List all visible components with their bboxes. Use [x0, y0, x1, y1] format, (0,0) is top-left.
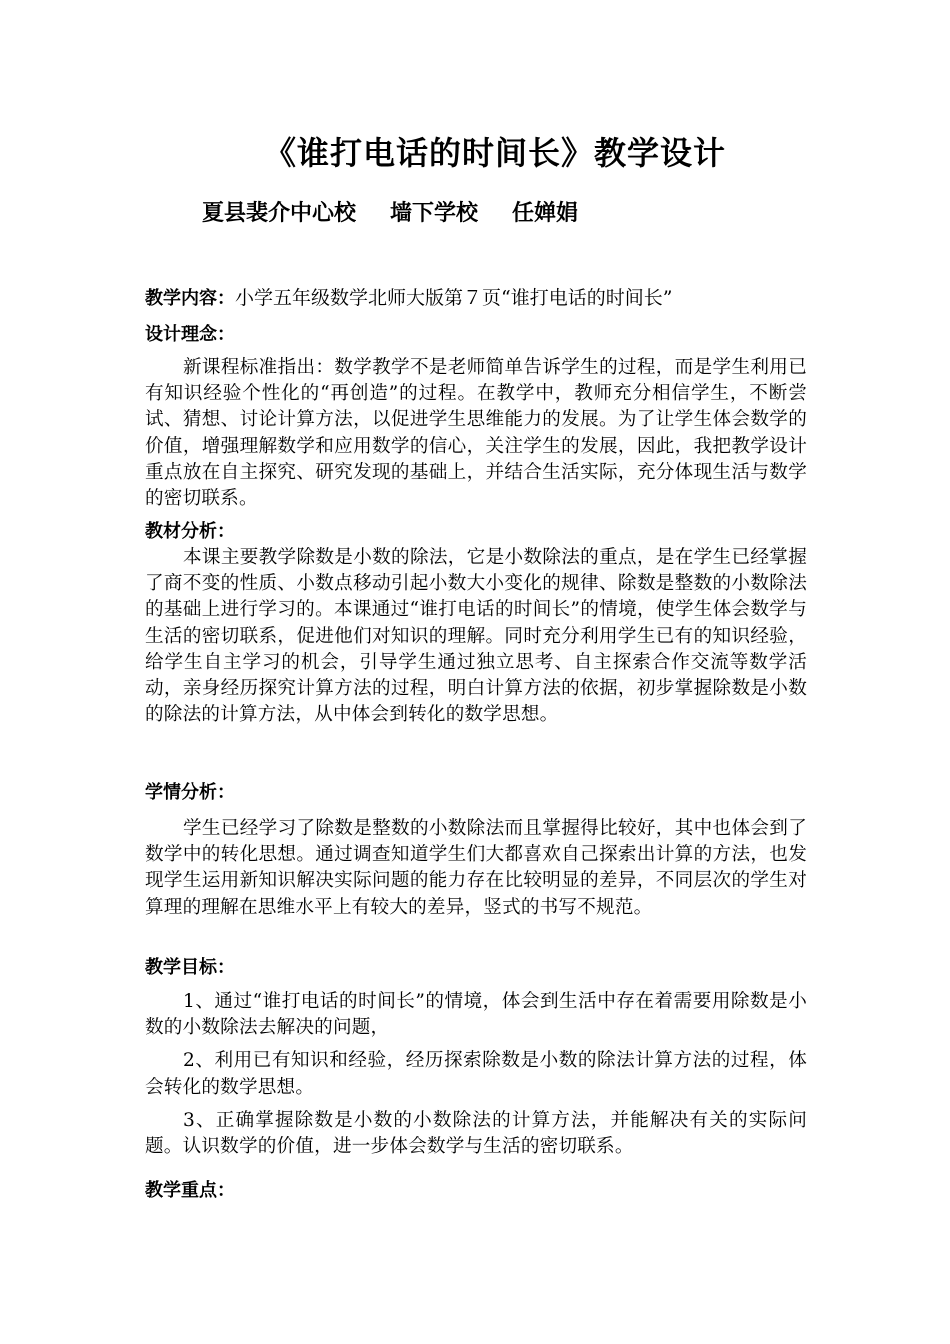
byline — [202, 196, 578, 227]
section-heading-material: 教材分析： — [145, 521, 235, 542]
section-learners-text: 学生已经学习了除数是整数的小数除法而且掌握得比较好，其中也体会到了数学中的转化思想。通过调查知道学生们大都喜欢自己探索出计算的方法，也发现学生运用新知识解决实际问题的能力存在比较明显的差异，不同层次的学生对算理的理解在思维水平上有较大的差异，竖式的书写不规范。 — [145, 818, 807, 918]
section-content-text: 小学五年级数学北师大版第７页“谁打电话的时间长” — [235, 287, 673, 309]
section-learners — [145, 780, 807, 921]
section-heading-goals: 教学目标： — [145, 957, 235, 978]
section-heading-content: 教学内容： — [145, 288, 235, 309]
section-content — [145, 285, 807, 312]
page-title: 《谁打电话的时间长》教学设计 — [263, 134, 726, 172]
section-heading-keypoints: 教学重点： — [145, 1180, 235, 1201]
section-heading-learners: 学情分析： — [145, 782, 235, 803]
section-material — [145, 519, 807, 728]
section-keypoints — [145, 1178, 807, 1204]
section-philosophy-text: 新课程标准指出：数学教学不是老师简单告诉学生的过程，而是学生利用已有知识经验个性化的“再创造”的过程。在教学中，教师充分相信学生，不断尝试、猜想、讨论计算方法，以促进学生思维能力的发展。为了让学生体会数学的价值，增强理解数学和应用数学的信心，关注学生的发展，因此，我把教学设计重点放在自主探究、研究发现的基础上，并结合生活实际，充分体现生活与数学的密切联系。 — [145, 357, 807, 510]
byline-county: 夏县裴介中心校 — [202, 201, 357, 226]
section-material-text: 本课主要教学除数是小数的除法，它是小数除法的重点，是在学生已经掌握了商不变的性质、小数点移动引起小数大小变化的规律、除数是整数的小数除法的基础上进行学习的。本课通过“谁打电话的时间长”的情境，使学生体会数学与生活的密切联系，促进他们对知识的理解。同时充分利用学生已有的知识经验，给学生自主学习的机会，引导学生通过独立思考、自主探索合作交流等数学活动，亲身经历探究计算方法的过程，明白计算方法的依据，初步掌握除数是小数的除法的计算方法，从中体会到转化的数学思想。 — [145, 547, 807, 726]
goal-item-3: 3、正确掌握除数是小数的小数除法的计算方法，并能解决有关的实际问题。认识数学的价值，进一步体会数学与生活的密切联系。 — [145, 1109, 807, 1158]
byline-author: 任婵娟 — [512, 201, 579, 226]
byline-school: 墙下学校 — [390, 201, 479, 226]
goal-item-1: 1、通过“谁打电话的时间长”的情境，体会到生活中存在着需要用除数是小数的小数除法去解决的问题， — [145, 991, 807, 1039]
section-goals — [145, 955, 807, 1160]
section-heading-philosophy: 设计理念： — [145, 324, 235, 345]
goal-item-2: 2、利用已有知识和经验，经历探索除数是小数的除法计算方法的过程，体会转化的数学思想。 — [145, 1050, 807, 1098]
section-philosophy — [145, 322, 807, 512]
